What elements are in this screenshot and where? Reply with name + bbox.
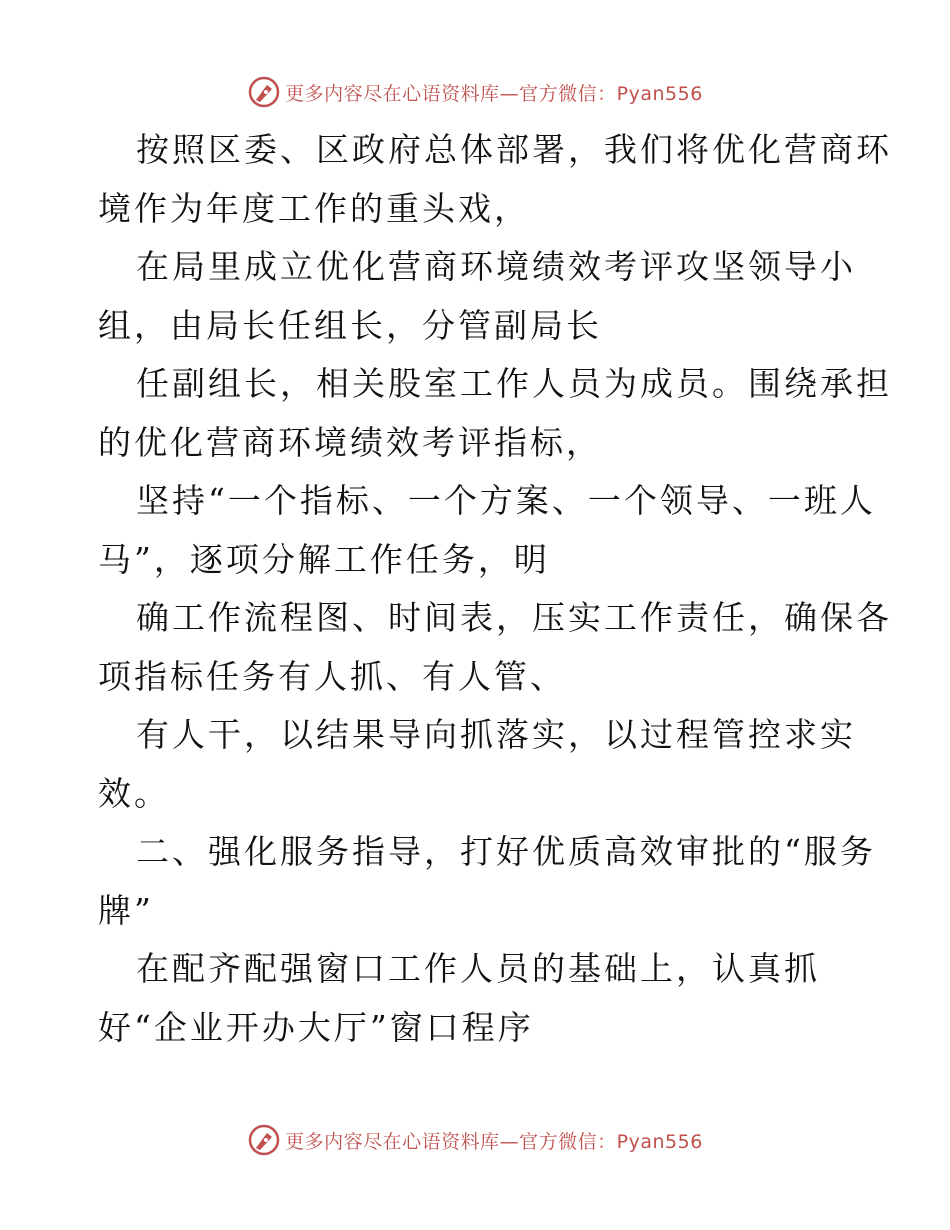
paragraph-line: 项指标任务有人抓、有人管、 bbox=[98, 656, 566, 696]
paragraph-line: 的优化营商环境绩效考评指标， bbox=[98, 422, 602, 462]
section-heading-line: 二、强化服务指导，打好优质高效审批的“服务 bbox=[136, 832, 876, 871]
document-body bbox=[98, 121, 892, 1057]
paragraph-line: 有人干，以结果导向抓落实，以过程管控求实 bbox=[136, 715, 856, 754]
header-watermark bbox=[0, 72, 950, 112]
pen-nib-circle-icon bbox=[247, 1123, 281, 1157]
paragraph-line: 确工作流程图、时间表，压实工作责任，确保各 bbox=[136, 598, 892, 637]
pen-nib-circle-icon bbox=[247, 75, 281, 109]
paragraph-line: 马”，逐项分解工作任务，明 bbox=[98, 539, 550, 579]
paragraph-line: 在配齐配强窗口工作人员的基础上，认真抓 bbox=[136, 949, 820, 988]
section-heading-line: 牌” bbox=[98, 890, 154, 930]
footer-watermark bbox=[0, 1120, 950, 1160]
paragraph-line: 好“企业开办大厅”窗口程序 bbox=[98, 1007, 534, 1047]
paragraph-line: 组，由局长任组长，分管副局长 bbox=[98, 305, 602, 345]
watermark-text: 更多内容尽在心语资料库—官方微信：Pyan556 bbox=[285, 1130, 703, 1153]
paragraph-line: 效。 bbox=[98, 773, 170, 813]
paragraph-line: 任副组长，相关股室工作人员为成员。围绕承担 bbox=[136, 364, 892, 403]
watermark-text: 更多内容尽在心语资料库—官方微信：Pyan556 bbox=[285, 82, 703, 105]
paragraph-line: 按照区委、区政府总体部署，我们将优化营商环 bbox=[136, 130, 892, 169]
paragraph-line: 坚持“一个指标、一个方案、一个领导、一班人 bbox=[136, 481, 876, 520]
paragraph-line: 在局里成立优化营商环境绩效考评攻坚领导小 bbox=[136, 247, 856, 286]
paragraph-line: 境作为年度工作的重头戏， bbox=[98, 188, 530, 228]
